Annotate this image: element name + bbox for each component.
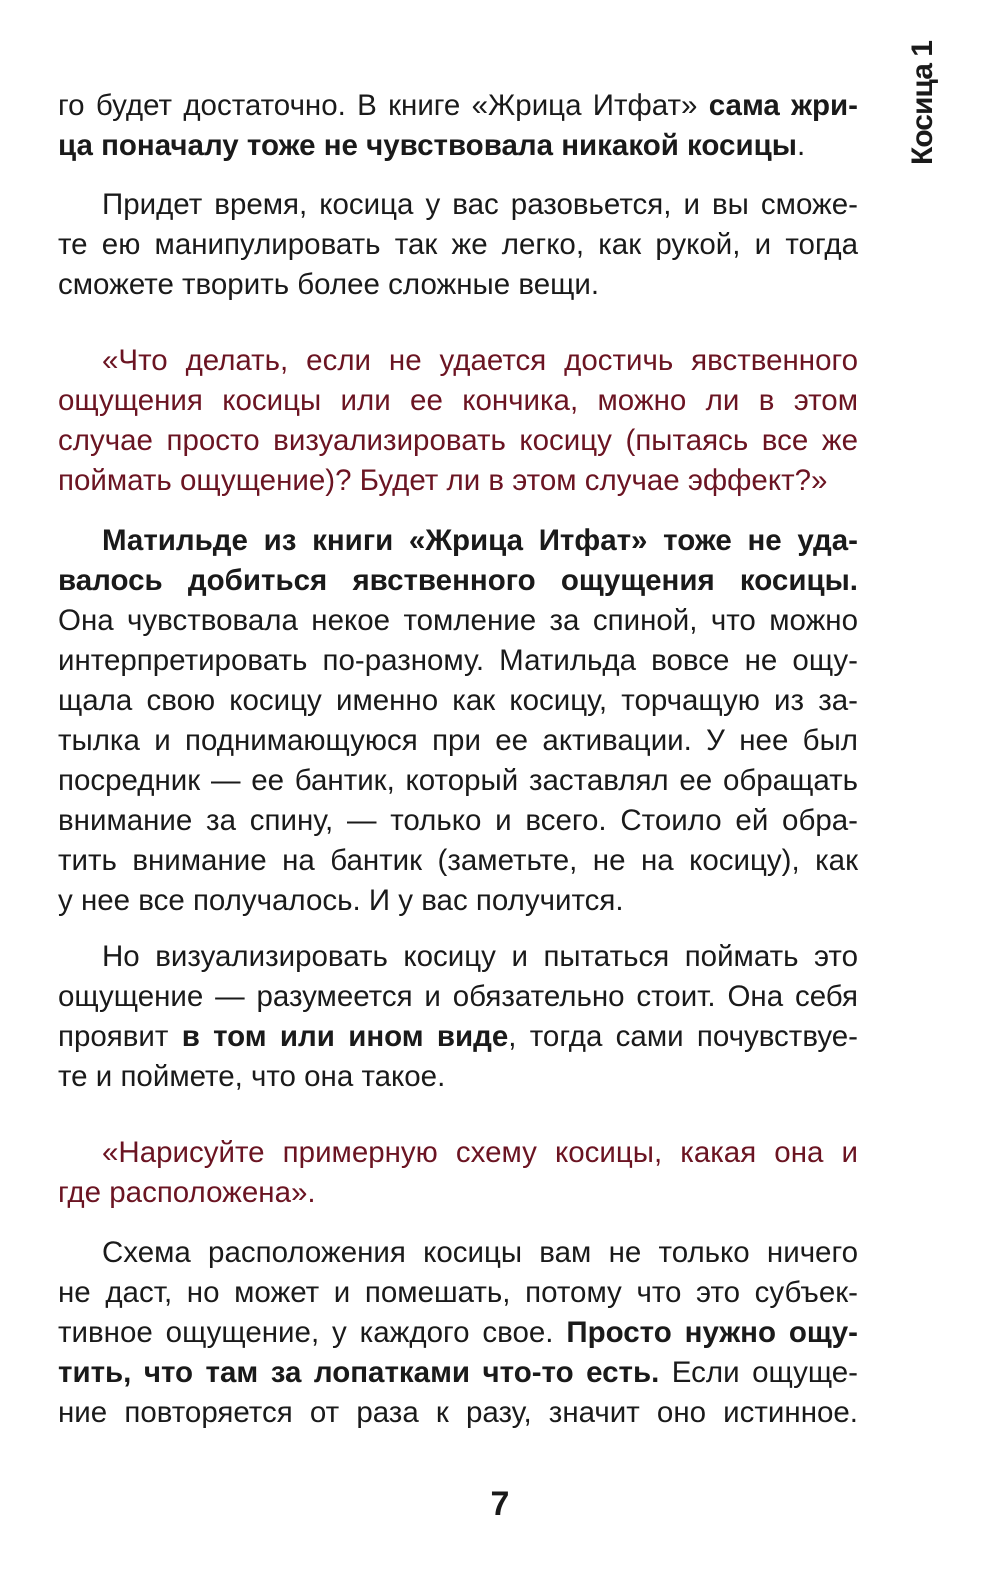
reader-question-2 xyxy=(58,1133,858,1213)
text-line: тивное ощущение, у каждого свое. Просто нужно ощу- xyxy=(58,1316,858,1349)
paragraph-2 xyxy=(58,185,858,305)
text-line: внимание за спину, — только и всего. Стоило ей обра- xyxy=(58,804,858,837)
text-line: щала свою косицу именно как косицу, торчащую из за- xyxy=(58,684,858,717)
text-line: ние повторяется от раза к разу, значит оно истинное. xyxy=(58,1396,858,1429)
paragraph-1 xyxy=(58,86,858,166)
text-line: тылка и поднимающуюся при ее активации. У нее был xyxy=(58,724,858,757)
text-line: ощущения косицы или ее кончика, можно ли в этом xyxy=(58,384,858,417)
paragraph-4 xyxy=(58,937,858,1097)
text-line: поймать ощущение)? Будет ли в этом случае эффект?» xyxy=(58,464,828,497)
text-line: интерпретировать по-разному. Матильда вовсе не ощу- xyxy=(58,644,858,677)
running-head-text: Косица 1 xyxy=(906,41,940,165)
text-line: те и поймете, что она такое. xyxy=(58,1060,446,1093)
text-line: ца поначалу тоже не чувствовала никакой косицы. xyxy=(58,129,806,162)
text-line: не даст, но может и помешать, потому что это субъек- xyxy=(58,1276,858,1309)
text-line: валось добиться явственного ощущения косицы. xyxy=(58,564,858,597)
text-line: ощущение — разумеется и обязательно стоит. Она себя xyxy=(58,980,858,1013)
text-line: Схема расположения косицы вам не только ничего xyxy=(102,1236,858,1269)
paragraph-3 xyxy=(58,521,858,921)
text-line: тить внимание на бантик (заметьте, не на косицу), как xyxy=(58,844,858,877)
text-line: Придет время, косица у вас разовьется, и вы сможе- xyxy=(102,188,858,221)
text-line: где расположена». xyxy=(58,1176,316,1209)
text-line: те ею манипулировать так же легко, как рукой, и тогда xyxy=(58,228,858,261)
text-line: «Что делать, если не удается достичь явственного xyxy=(102,344,858,377)
text-line: проявит в том или ином виде, тогда сами почувствуе- xyxy=(58,1020,858,1053)
reader-question-1 xyxy=(58,341,858,501)
text-line: сможете творить более сложные вещи. xyxy=(58,268,600,301)
text-line: «Нарисуйте примерную схему косицы, какая она и xyxy=(102,1136,858,1169)
text-line: у нее все получалось. И у вас получится. xyxy=(58,884,624,917)
running-head xyxy=(905,41,941,165)
paragraph-5 xyxy=(58,1233,858,1433)
page-number: 7 xyxy=(490,1485,510,1523)
text-line: го будет достаточно. В книге «Жрица Итфат» сама жри- xyxy=(58,89,859,122)
text-line: Но визуализировать косицу и пытаться поймать это xyxy=(102,940,858,973)
text-line: Матильде из книги «Жрица Итфат» тоже не уда- xyxy=(102,524,858,557)
text-line: случае просто визуализировать косицу (пытаясь все же xyxy=(58,424,858,457)
text-line: посредник — ее бантик, который заставлял ее обращать xyxy=(58,764,858,797)
text-line: тить, что там за лопатками что-то есть. Если ощуще- xyxy=(58,1356,858,1389)
text-line: Она чувствовала некое томление за спиной, что можно xyxy=(58,604,858,637)
